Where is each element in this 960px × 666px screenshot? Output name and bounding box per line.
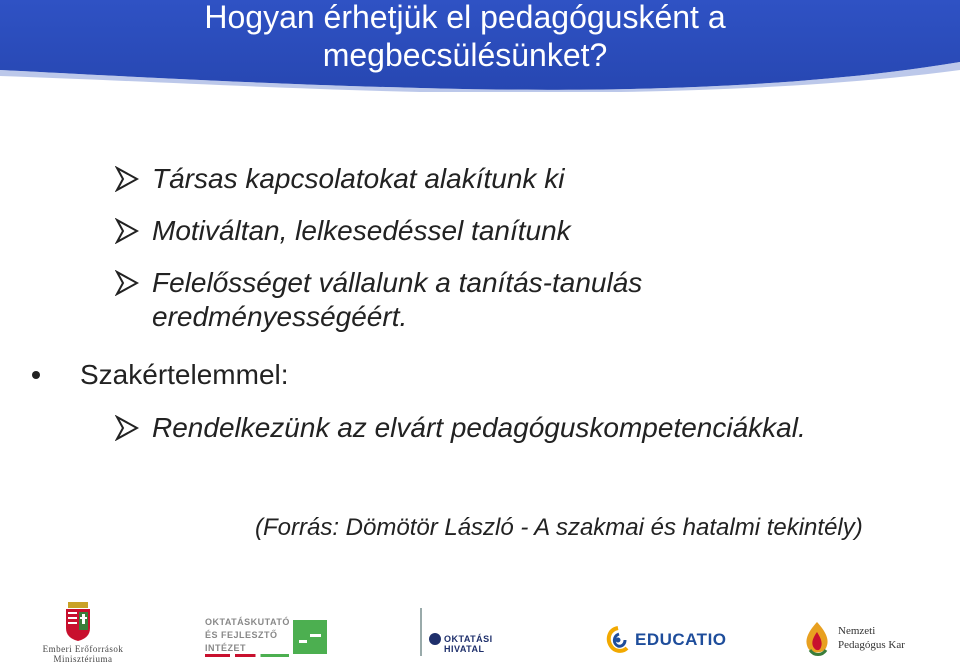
oh-dot-icon (428, 632, 442, 646)
ofi-stripe (205, 654, 289, 657)
ofi-logo (205, 596, 330, 666)
arrow-bullet-icon (115, 218, 139, 244)
oh-text: OKTATÁSI HIVATAL (444, 634, 493, 654)
educatio-text: EDUCATIO (635, 630, 727, 649)
list-item-text: Rendelkezünk az elvárt pedagóguskompetenciákkal. (152, 412, 806, 443)
bullet-item (32, 358, 289, 392)
ofi-line-2: ÉS FEJLESZTŐ (205, 630, 278, 640)
bullet-dot-icon (32, 371, 40, 379)
arrow-list-item (115, 162, 564, 196)
header-banner (0, 0, 960, 92)
npk-line-2: Pedagógus Kar (838, 639, 905, 651)
arrow-bullet-icon (115, 415, 139, 441)
arrow-list-item (115, 411, 806, 445)
nemzeti-pedagogus-kar-logo (800, 596, 925, 666)
ofi-mark-icon (293, 620, 327, 654)
list-item-text-line-1: Felelősséget vállalunk a tanítás-tanulás (152, 267, 643, 298)
npk-line-1: Nemzeti (838, 625, 876, 637)
arrow-bullet-icon (115, 166, 139, 192)
educatio-swirl-icon (605, 626, 631, 656)
educatio-logo (605, 596, 725, 666)
arrow-list-item (115, 214, 571, 248)
logo-bar (0, 596, 960, 666)
list-item-text: Motiváltan, lelkesedéssel tanítunk (152, 215, 571, 246)
oh-bar (420, 608, 422, 656)
title-line-2: megbecsülésünket? (322, 37, 608, 73)
ofi-line-1: OKTATÁSKUTATÓ (205, 617, 290, 627)
emmi-line-2: Minisztériuma (53, 654, 113, 664)
list-item-text: Társas kapcsolatokat alakítunk ki (152, 163, 565, 194)
source-citation: (Forrás: Dömötör László - A szakmai és hatalmi tekintély) (255, 514, 863, 541)
ofi-line-3: INTÉZET (205, 643, 246, 653)
slide-title (0, 0, 960, 74)
emmi-line-1: Emberi Erőforrások (42, 644, 124, 654)
bullet-text: Szakértelemmel: (80, 359, 289, 390)
npk-flame-icon (800, 620, 834, 658)
title-line-1: Hogyan érhetjük el pedagógusként a (204, 0, 726, 35)
coat-of-arms-icon (28, 600, 138, 642)
emmi-logo (28, 596, 138, 666)
oktatasi-hivatal-logo (420, 596, 535, 666)
arrow-list-item (115, 266, 642, 334)
arrow-bullet-icon (115, 270, 139, 296)
list-item-text-line-2: eredményességéért. (152, 301, 408, 332)
